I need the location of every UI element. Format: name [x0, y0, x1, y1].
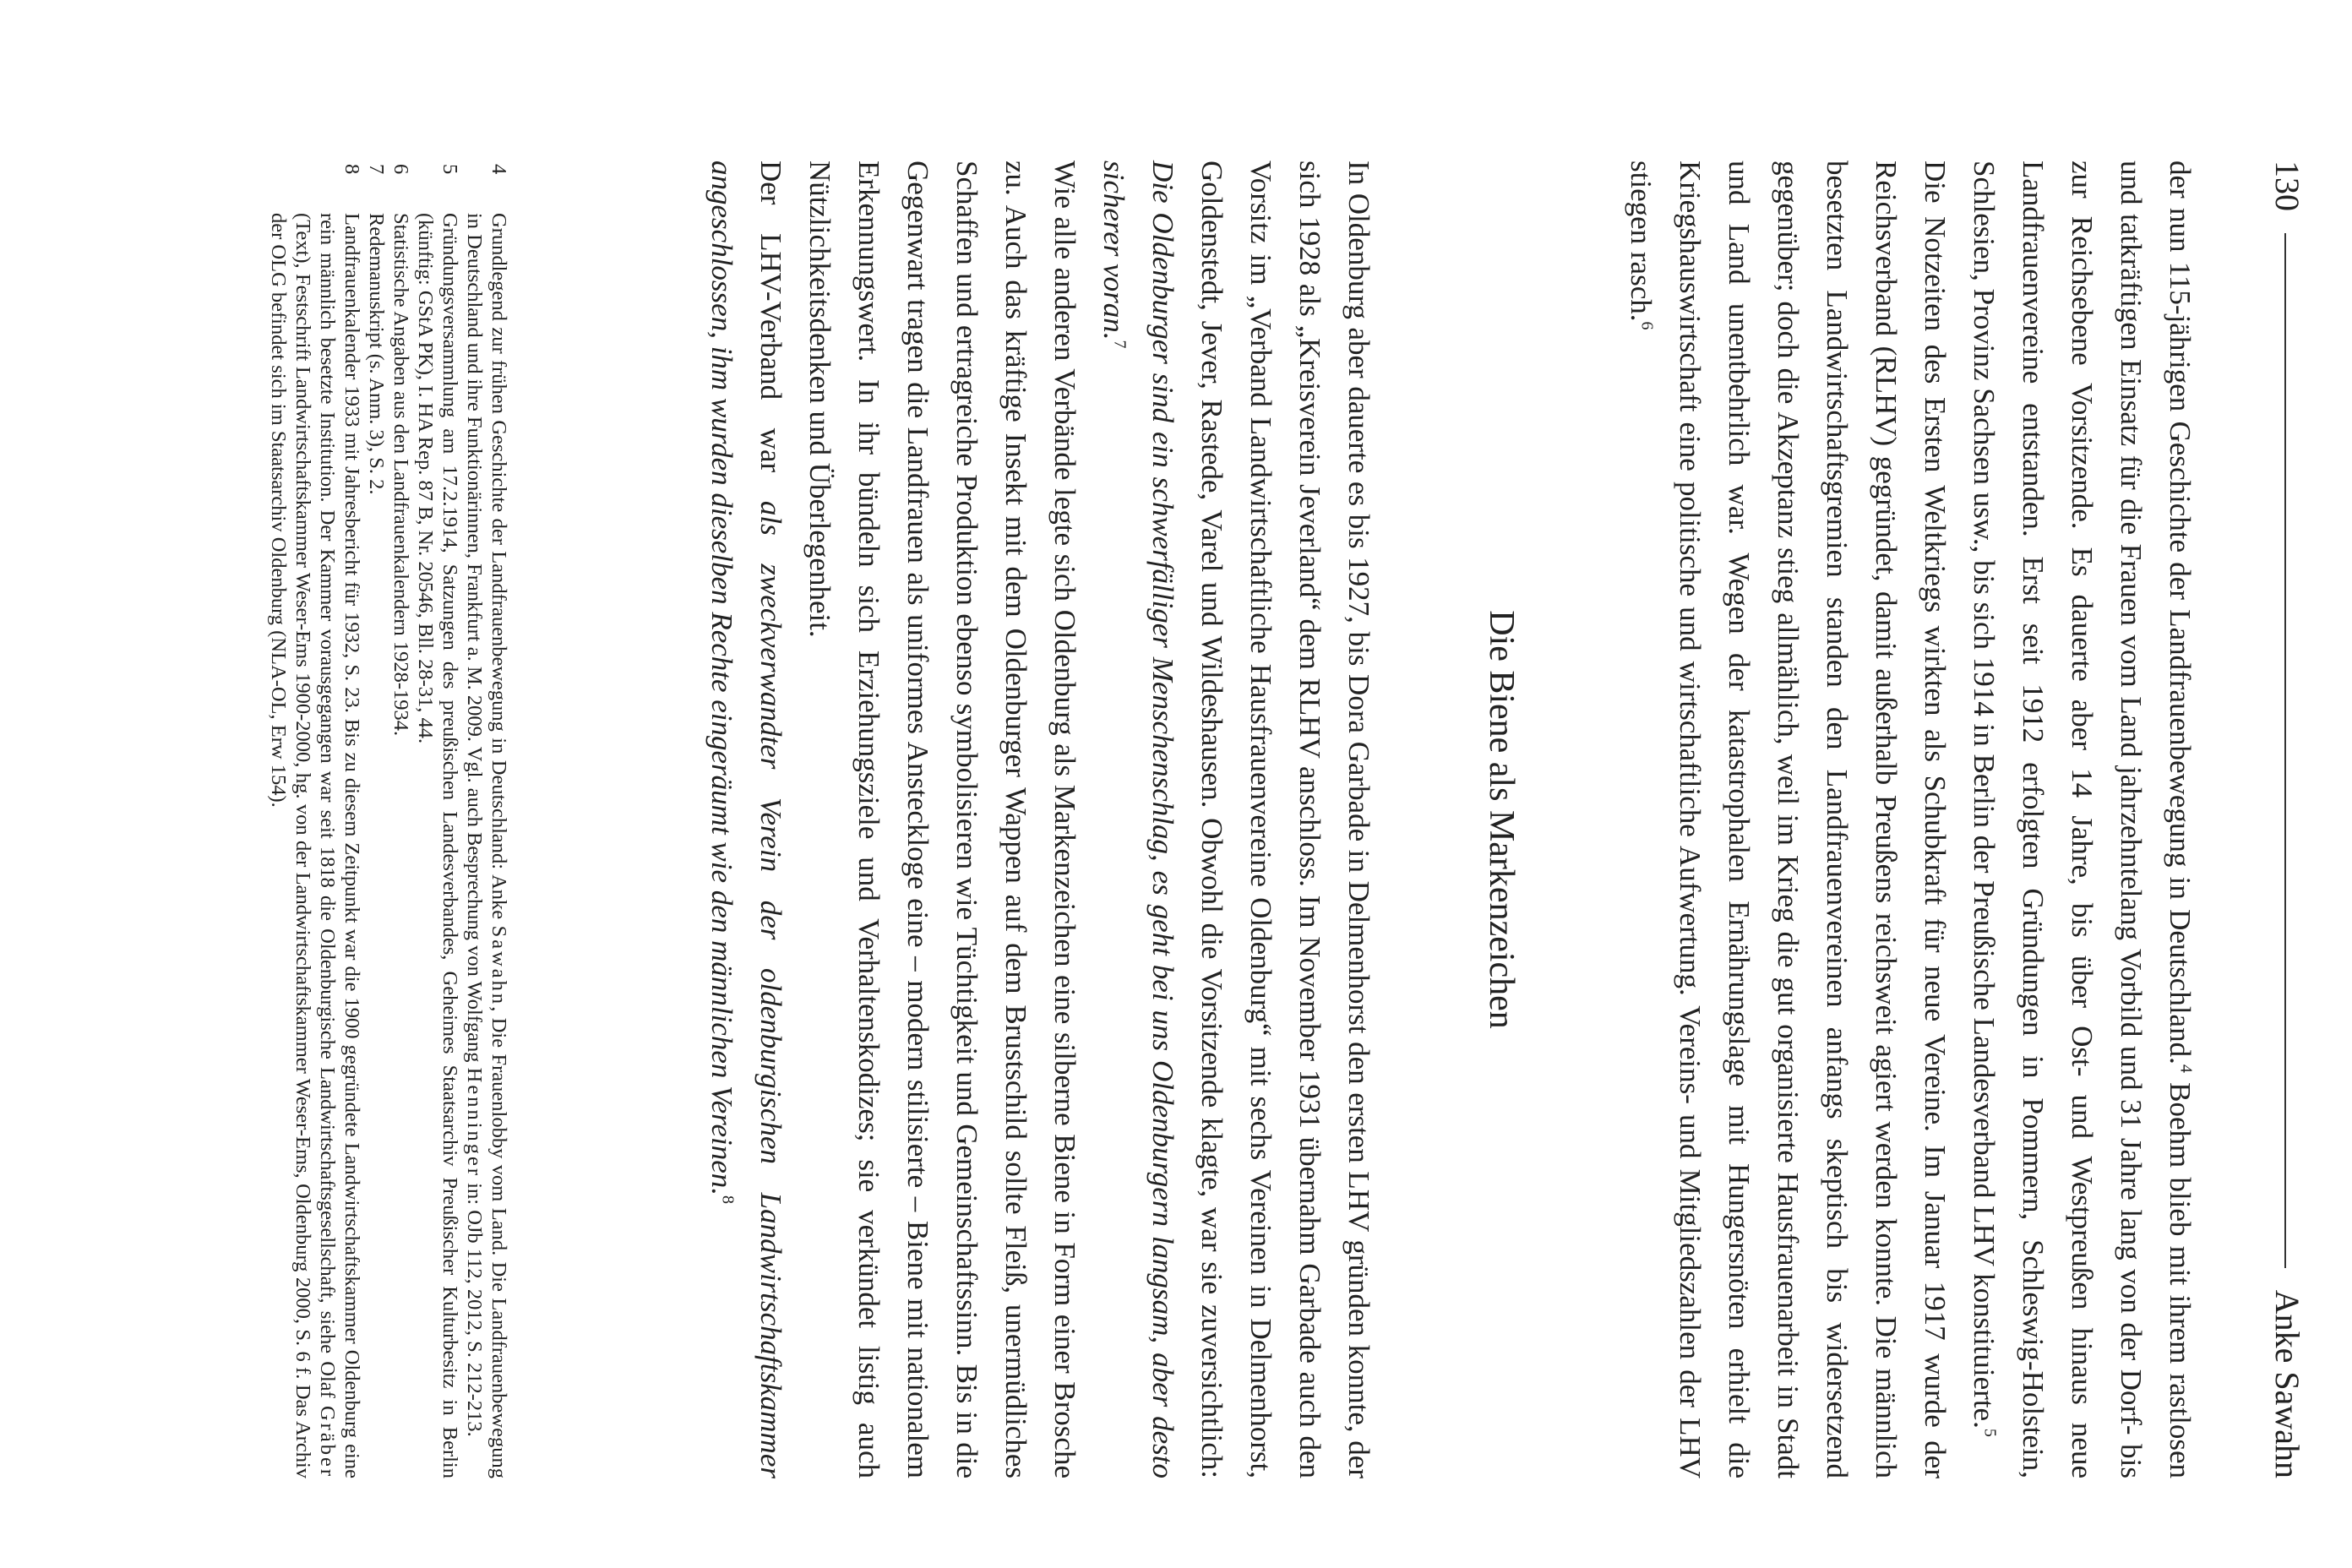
text-run: In Oldenburg aber dauerte es bis 1927, bis Dora Garbade in Delmenhorst den ersten LHV gründen konnte, der sich 1928 als „Kreisverein Jeverland“ dem RLHV anschloss. Im November 1931 übernahm Garbade auch den Vorsitz im „Verband Landwirtschaftliche Hausfrauenvereine Oldenburg“ mit sechs Vereinen in Delmenhorst, Goldenstedt, Jever, Rastede, Varel und Wildeshausen. Obwohl die Vorsitzende klagte, war sie zuversichtlich:	[1195, 161, 1375, 1478]
footnote-number: 5	[438, 164, 461, 175]
footnote-marker: 4	[2176, 1064, 2196, 1073]
footnote-item	[462, 161, 511, 1478]
footnote-number: 4	[487, 164, 510, 175]
footnote-text	[389, 213, 413, 1478]
footnote-item	[266, 161, 364, 1478]
footnote-marker: 7	[1110, 340, 1130, 349]
footnote-number: 6	[389, 164, 412, 175]
italic-quote: Die Oldenburger sind ein schwerfälliger Menschenschlag, es geht bei uns Oldenburgern langsam, aber desto sicherer voran.	[1097, 161, 1179, 1478]
text-run: Grundlegend zur frühen Geschichte der Landfrauenbewegung in Deutschland: Anke	[487, 213, 510, 926]
footnote-item	[413, 161, 462, 1478]
text-run: Gründungsversammlung am 17.2.1914, Satzungen des preußischen Landesverbandes, Geheimes Staatsarchiv Preußischer Kulturbesitz in Berlin (künftig: GStA PK), I. HA Rep. 87 B, Nr. 20546, Bll. 28-31, 44.	[414, 213, 461, 1478]
body-paragraph	[1089, 161, 1383, 1478]
text-run: Landfrauenkalender 1933 mit Jahresbericht für 1932, S. 23. Bis zu diesem Zeitpunkt war die 1900 gegründete Landwirtschaftskammer Oldenburg eine rein männlich besetzte Institution. Der Kammer vorausgegangen war seit 1818 die Oldenburgische Landwirtschaftsgesellschaft, siehe Olaf	[316, 213, 363, 1478]
text-run: Redemanuskript (s. Anm. 3), S. 2.	[365, 213, 388, 495]
body-paragraph	[795, 161, 1089, 1478]
footnote-number: 8	[340, 164, 363, 175]
text-run: Wie alle anderen Verbände legte sich Oldenburg als Markenzeichen eine silberne Biene in Form einer Brosche zu. Auch das kräftige Insekt mit dem Oldenburger Wappen auf dem Brustschild sollte Fleiß, unermüdliches Schaffen und ertragreiche Produktion ebenso symbolisieren wie Tüchtigkeit und Gemeinschaftssinn. Bis in die Gegenwart tragen die Landfrauen als uniformes Ansteckloge eine – modern stilisierte – Biene mit nationalem Erkennungswert. In ihr bündeln sich Erziehungsziele und Verhaltenskodizes; sie verkündet listig auch Nützlichkeitsdenken und Überlegenheit.	[803, 161, 1081, 1478]
footnote-marker: 5	[1980, 1428, 2000, 1437]
footnote-item	[389, 161, 413, 1478]
text-run: in: OJb 112, 2012, S. 212-213.	[463, 1178, 486, 1437]
body-paragraph	[1959, 161, 2204, 1478]
page-number: 130	[2268, 161, 2307, 211]
spaced-author-name: Sawahn	[487, 925, 510, 1007]
footnote-text	[462, 213, 511, 1478]
running-head	[2264, 161, 2311, 1478]
header-rule	[2284, 233, 2286, 1268]
text-run: der nun 115-jährigen Geschichte der Landfrauenbewegung in Deutschland.	[2164, 161, 2197, 1064]
spaced-author-name: Gräber	[316, 1405, 339, 1478]
footnote-text	[413, 213, 462, 1478]
footnote-marker: 8	[718, 1195, 738, 1205]
body-paragraph	[697, 161, 795, 1478]
footnote-text	[266, 213, 364, 1478]
running-head-author: Anke Sawahn	[2268, 1289, 2307, 1478]
text-run: Der LHV-Verband war	[754, 161, 787, 501]
footnotes-block	[266, 161, 511, 1478]
footnote-item	[364, 161, 389, 1478]
page-header	[2234, 161, 2352, 1478]
section-text-block	[697, 161, 1383, 1478]
text-run: Boehm blieb mit ihrem rastlosen und tatkräftigen Einsatz für die Frauen vom Land jahrzehntelang Vorbild und 31 Jahre lang von der Dorf- bis zur Reichsebene Vorsitzende. Es dauerte aber 14 Jahre, bis über Ost- und Westpreußen hinaus neue Landfrauenvereine entstanden. Erst seit 1912 erfolgten Gründungen in Pommern, Schleswig-Holstein, Schlesien, Provinz Sachsen usw., bis sich 1914 in Berlin der Preußische Landesverband LHV konstituierte.	[1968, 161, 2197, 1478]
text-run: Statistische Angaben aus den Landfrauenkalendern 1928-1934.	[389, 213, 412, 737]
page-content	[266, 161, 2204, 1478]
footnote-number: 7	[365, 164, 388, 175]
footnote-marker: 6	[1637, 321, 1657, 330]
text-run: , Die Frauenlobby vom Land. Die Landfrauenbewegung in Deutschland und ihre Funktionärinnen, Frankfurt a. M. 2009. Vgl. auch Besprechung von Wolfgang	[463, 213, 510, 1478]
spaced-author-name: Henninger	[463, 1067, 486, 1179]
footnote-text	[364, 213, 389, 1478]
text-run: (Text), Festschrift Landwirtschaftskammer Weser-Ems 1900-2000, hg. von der Landwirtschaftskammer Weser-Ems, Oldenburg 2000, S. 6 f. Das Archiv der OLG befindet sich im Staatsarchiv Oldenburg (NLA-OL, Erw 154).	[267, 213, 314, 1478]
text-run: Die Notzeiten des Ersten Weltkriegs wirkten als Schubkraft für neue Vereine. Im Januar 1917 wurde der Reichsverband (RLHV) gegründet, damit außerhalb Preußens reichsweit agiert werden konnte. Die männlich besetzten Landwirtschaftsgremien standen den Landfrauenvereinen anfangs skeptisch bis widersetzend gegenüber; doch die Akzeptanz stieg allmählich, weil im Krieg die gut organisierte Hausfrauenarbeit in Stadt und Land unentbehrlich war. Wegen der katastrophalen Ernährungslage mit Hungersnöten erhielt die Kriegshauswirtschaft eine politische und wirtschaftliche Aufwertung. Vereins- und Mitgliedszahlen der LHV stiegen rasch.	[1625, 161, 1952, 1478]
italic-quote: als zweckverwandter Verein der oldenburgischen Landwirtschaftskammer angeschlossen, ihm wurden dieselben Rechte eingeräumt wie den männlichen Vereinen.	[705, 161, 787, 1478]
section-heading: Die Biene als Markenzeichen	[1482, 610, 1521, 1029]
body-paragraph	[1616, 161, 1959, 1478]
intro-text-block	[1616, 161, 2204, 1478]
